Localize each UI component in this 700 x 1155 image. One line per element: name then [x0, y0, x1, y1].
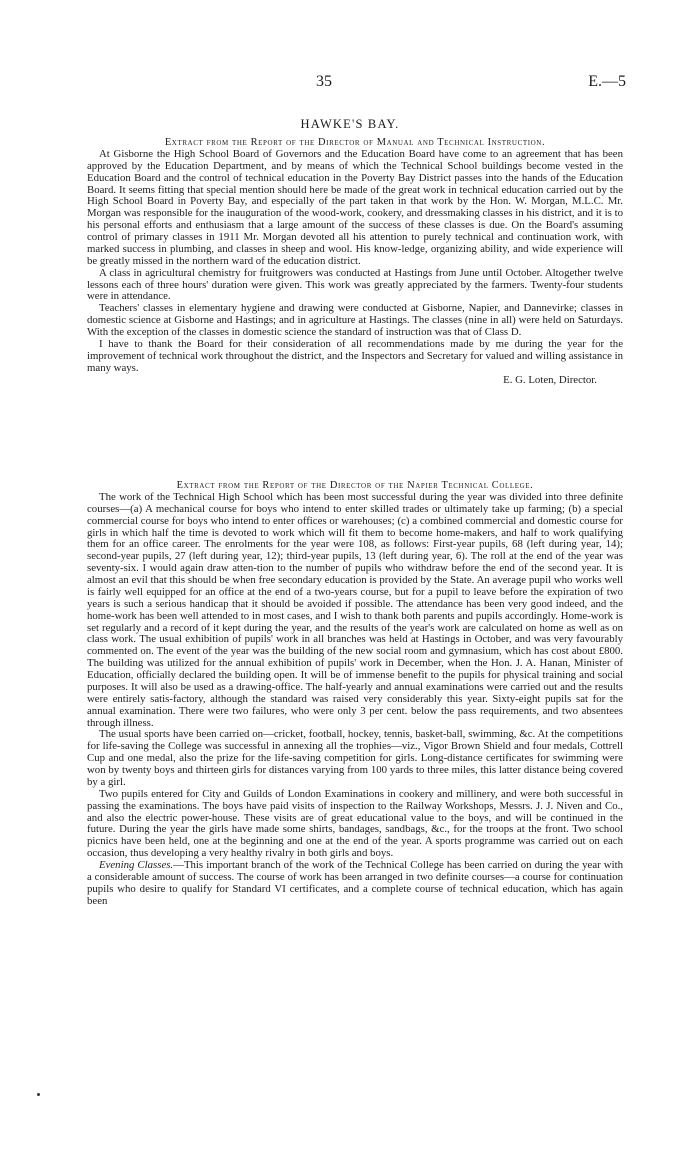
paragraph: Teachers' classes in elementary hygiene and drawing were conducted at Gisborne, Napier, and Dannevirke; classes in domestic science at Gisborne and Hastings; and in agriculture at Hastings. The classes (nine in all) were held on Saturdays. With the exception of the classes in domestic science the standard of instruction was that of Class D.: [87, 302, 623, 338]
evening-classes-text: —This important branch of the work of the Technical College has been carried on during the year with a considerable amount of success. The course of work has been arranged in two definite courses—a course for continuation pupils who desire to qualify for Standard VI certificates, and a complete course of technical education, which has again been: [87, 859, 623, 907]
paragraph: At Gisborne the High School Board of Governors and the Education Board have come to an agreement that has been approved by the Education Department, and by means of which the Technical School buildings become vested in the Education Board and the control of technical education in the Poverty Bay District passes into the hands of the Education Board. It seems fitting that special mention should here be made of the great work in technical education carried out by the High School Board in Poverty Bay, and especially of the part taken in that work by the Hon. W. Morgan, M.L.C. Mr. Morgan was responsible for the inauguration of the wood-work, cookery, and dressmaking classes in his district, and it is to his personal efforts and enthusiasm that a large amount of the success of these classes is due. On the Board's assuming control of primary classes in 1911 Mr. Morgan devoted all his attention to purely technical and continuation work, with marked success in plumbing, and classes in sheep and wool. His know-ledge, organizing ability, and wide experience will be greatly missed in the northern ward of the education district.: [87, 147, 623, 267]
evening-classes-label: Evening Classes.: [99, 859, 174, 871]
paragraph: The work of the Technical High School which has been most successful during the year was divided into three definite courses—(a) A mechanical course for boys who intend to enter skilled trades or ultimately take up farming; (b) a special commercial course for boys who intend to enter offices or warehouses; (c) a combined commercial and domestic course for girls in which half the time is devoted to work which will fit them to become home-makers, and half to work qualifying them for an office career. The enrolments for the year were 108, as follows: First-year pupils, 68 (left during year, 14); second-year pupils, 27 (left during year, 12); third-year pupils, 13 (left during year, 6). The roll at the end of the year was seventy-six. I would again draw atten-tion to the number of pupils who withdraw before the end of the second year. It is almost an evil that this should be when free secondary education is provided by the State. An average pupil who works well is fairly well equipped for an office at the end of a two-years course, but for a pupil to leave before the expiration of two years is such a serious handicap that it should be avoided if possible. The attendance has been very good indeed, and the home-work has been well attended to in most cases, and I wish to thank both parents and pupils accordingly. Home-work is set regularly and a record of it kept during the year, and the results of the year's work are calculated on home as well as on class work. The usual exhibition of pupils' work in all branches was held at Hastings in October, and was very favourably commented on. The event of the year was the building of the new social room and gymnasium, which has cost about £800. The building was utilized for the annual exhibition of pupils' work in December, when the Hon. J. A. Hanan, Minister of Education, officially declared the building open. It will be of immense benefit to the pupils for physical training and social purposes. It will also be used as a drawing-office. The half-yearly and annual examinations were carried out and the results were entirely satis-factory, although the standard was raised very considerably this year. Sixty-eight pupils sat for the annual examination. There were two failures, who were only 3 per cent. below the pass requirements, and two absentees through illness.: [87, 490, 623, 729]
margin-mark: [37, 1093, 40, 1096]
section-heading: Extract from the Report of the Director of Manual and Technical Instruction.: [164, 137, 546, 148]
section-heading: Extract from the Report of the Director of the Napier Technical College.: [176, 480, 534, 491]
page-title: HAWKE'S BAY.: [300, 117, 400, 131]
napier-technical-college-extract: [87, 480, 623, 908]
paragraph: Two pupils entered for City and Guilds of London Examinations in cookery and millinery, and were both successful in passing the examinations. The boys have paid visits of inspection to the Railway Workshops, Messrs. J. J. Niven and Co., and also the electric power-house. These visits are of great educational value to the boys, and will be continued in the future. During the year the girls have made some shirts, bandages, sandbags, &c., for the troops at the front. Two school picnics have been held, one at the beginning and one at the end of the year. A sports programme was carried out on each occasion, thus developing a very healthy rivalry in both girls and boys.: [87, 787, 623, 860]
director-manual-instruction-extract: [87, 137, 623, 386]
paragraph: I have to thank the Board for their consideration of all recommendations made by me during the year for the improvement of technical work throughout the district, and the Inspectors and Secretary for valued and willing assistance in many ways.: [87, 337, 623, 374]
evening-classes-paragraph: [87, 860, 623, 908]
paragraph: A class in agricultural chemistry for fruitgrowers was conducted at Hastings from June until October. Altogether twelve lessons each of three hours' duration were given. This work was greatly appreciated by the farmers. Twenty-four students were in attendance.: [87, 266, 623, 303]
paragraph: The usual sports have been carried on—cricket, football, hockey, tennis, basket-ball, swimming, &c. At the competitions for life-saving the College was successful in annexing all the trophies—viz., Vigor Brown Shield and four medals, Cottrell Cup and one medal, also the prize for the life-saving competition for girls. Long-distance certificates for swimming were won by twenty boys and thirteen girls for distances varying from 100 yards to three miles, this latter distance being covered by a girl.: [87, 728, 623, 788]
signature: E. G. Loten, Director.: [503, 373, 597, 386]
document-code: E.—5: [588, 73, 626, 90]
page-number: 35: [316, 73, 332, 90]
